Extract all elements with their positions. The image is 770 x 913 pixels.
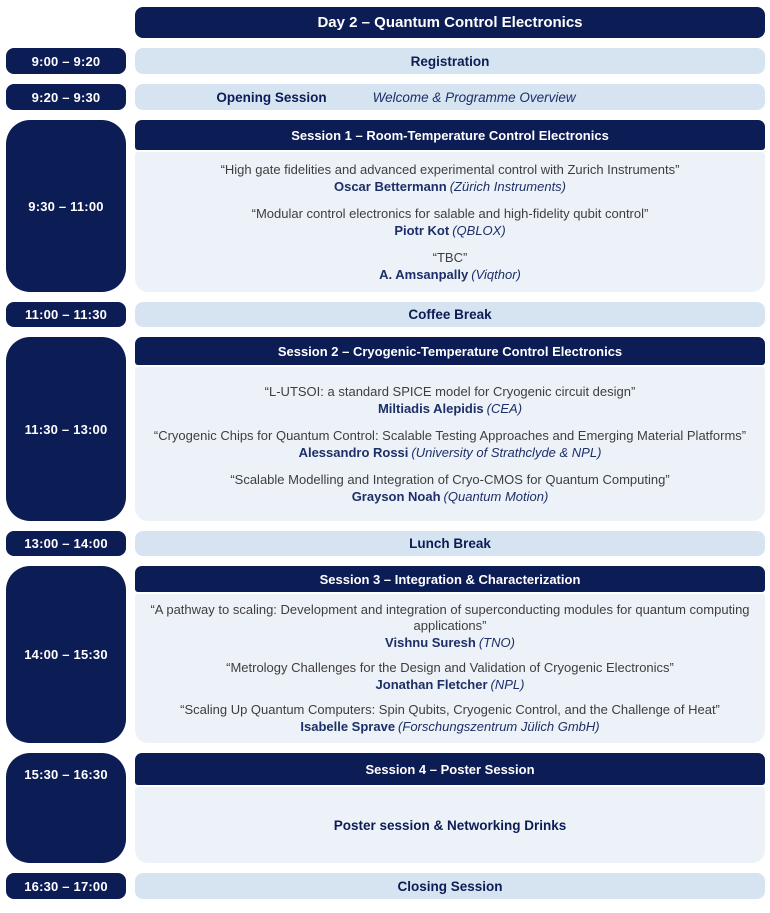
speaker-affiliation: (QBLOX) [452, 222, 506, 238]
session-4-block [135, 753, 765, 863]
speaker-affiliation: (Zürich Instruments) [449, 178, 567, 194]
talk-speaker-line [150, 489, 750, 505]
talk-speaker-line [150, 719, 750, 735]
opening-band [135, 84, 765, 110]
speaker-name: A. Amsanpally [379, 266, 469, 282]
session-1-block [135, 120, 765, 292]
time-slot-session-3: 14:00 – 15:30 [6, 566, 126, 743]
talk-title: “A pathway to scaling: Development and integration of superconducting modules for quantum computing applications” [150, 602, 750, 633]
talk [150, 702, 750, 735]
talk [150, 250, 750, 283]
session-2-title: Session 2 – Cryogenic-Temperature Control Electronics [135, 337, 765, 365]
session-3-title: Session 3 – Integration & Characterization [135, 566, 765, 592]
session-3-block [135, 566, 765, 743]
talk-title: “High gate fidelities and advanced experimental control with Zurich Instruments” [220, 161, 680, 177]
speaker-name: Vishnu Suresh [385, 635, 476, 650]
talk-title: “Scaling Up Quantum Computers: Spin Qubits, Cryogenic Control, and the Challenge of Heat” [180, 702, 720, 717]
speaker-affiliation: (CEA) [486, 400, 523, 416]
speaker-name: Jonathan Fletcher [375, 677, 488, 692]
closing-session-row [6, 873, 765, 899]
speaker-affiliation: (Forschungszentrum Jülich GmbH) [398, 719, 600, 734]
time-slot-session-1: 9:30 – 11:00 [6, 120, 126, 292]
speaker-name: Miltiadis Alepidis [377, 400, 484, 416]
time-slot-closing: 16:30 – 17:00 [6, 873, 126, 899]
talk [150, 428, 750, 461]
time-column-spacer [6, 7, 126, 38]
session-2-body [135, 367, 765, 521]
talk-title: “L-UTSOI: a standard SPICE model for Cryogenic circuit design” [264, 383, 636, 399]
speaker-name: Oscar Bettermann [333, 178, 447, 194]
speaker-name: Grayson Noah [351, 488, 441, 504]
session-1-title: Session 1 – Room-Temperature Control Electronics [135, 120, 765, 150]
speaker-name: Piotr Kot [394, 222, 450, 238]
talk [150, 384, 750, 417]
speaker-affiliation: (University of Strathclyde & NPL) [411, 444, 602, 460]
day-header-row [6, 7, 765, 38]
time-slot-registration: 9:00 – 9:20 [6, 48, 126, 74]
talk-title: “TBC” [432, 249, 468, 265]
registration-row [6, 48, 765, 74]
speaker-affiliation: (Viqthor) [471, 266, 521, 282]
talk-title: “Scalable Modelling and Integration of Cryo-CMOS for Quantum Computing” [230, 471, 670, 487]
opening-session-row [6, 84, 765, 110]
talk-title: “Modular control electronics for salable and high-fidelity qubit control” [251, 205, 649, 221]
talk-speaker-line [150, 179, 750, 195]
time-slot-lunch: 13:00 – 14:00 [6, 531, 126, 556]
coffee-break-band: Coffee Break [135, 302, 765, 327]
talk-speaker-line [150, 267, 750, 283]
session-3-row [6, 566, 765, 743]
talk-speaker-line [150, 223, 750, 239]
speaker-affiliation: (NPL) [490, 677, 525, 692]
talk-title: “Cryogenic Chips for Quantum Control: Scalable Testing Approaches and Emerging Material Platforms” [153, 427, 747, 443]
registration-band: Registration [135, 48, 765, 74]
time-slot-session-4: 15:30 – 16:30 [6, 753, 126, 863]
time-slot-coffee: 11:00 – 11:30 [6, 302, 126, 327]
opening-label: Opening Session [216, 89, 327, 105]
closing-session-band: Closing Session [135, 873, 765, 899]
talk-title: “Metrology Challenges for the Design and Validation of Cryogenic Electronics” [226, 660, 674, 675]
talk-speaker-line [150, 635, 750, 651]
session-1-row [6, 120, 765, 292]
talk [150, 472, 750, 505]
talk-speaker-line [150, 445, 750, 461]
talk [150, 660, 750, 693]
session-1-body [135, 152, 765, 292]
session-3-body [135, 594, 765, 743]
time-slot-session-2: 11:30 – 13:00 [6, 337, 126, 521]
speaker-name: Alessandro Rossi [298, 444, 409, 460]
talk [150, 206, 750, 239]
opening-note: Welcome & Programme Overview [372, 89, 576, 105]
lunch-break-row [6, 531, 765, 556]
talk [150, 602, 750, 651]
coffee-break-row [6, 302, 765, 327]
time-slot-opening: 9:20 – 9:30 [6, 84, 126, 110]
session-2-block [135, 337, 765, 521]
session-4-body [135, 787, 765, 863]
speaker-affiliation: (Quantum Motion) [443, 488, 549, 504]
session-2-row [6, 337, 765, 521]
talk-speaker-line [150, 401, 750, 417]
lunch-break-band: Lunch Break [135, 531, 765, 556]
talk-speaker-line [150, 677, 750, 693]
session-4-title: Session 4 – Poster Session [135, 753, 765, 785]
day-title: Day 2 – Quantum Control Electronics [135, 7, 765, 38]
talk [150, 162, 750, 195]
speaker-affiliation: (TNO) [478, 635, 515, 650]
poster-session-note: Poster session & Networking Drinks [333, 817, 567, 833]
speaker-name: Isabelle Sprave [300, 719, 396, 734]
session-4-row [6, 753, 765, 863]
